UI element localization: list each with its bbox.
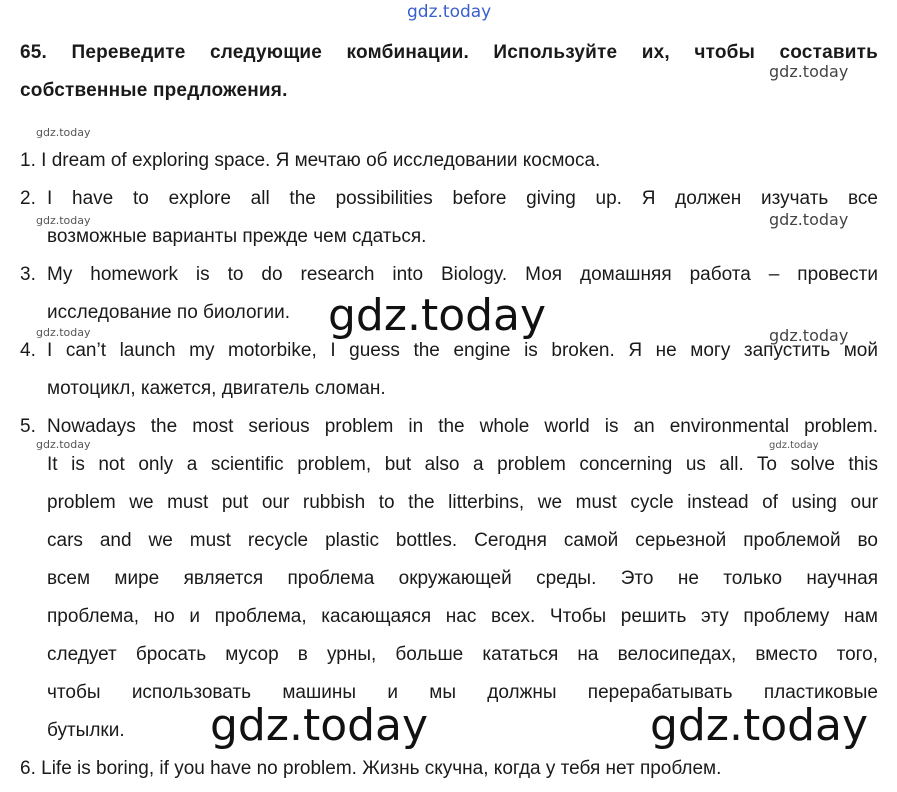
exercise-title-line-2: собственные предложения.: [20, 80, 288, 101]
watermark-top: gdz.today: [407, 2, 492, 22]
list-item-line: всем мире является проблема окружающей среды. Это не только научная: [47, 568, 878, 589]
watermark-large: gdz.today: [650, 700, 869, 751]
watermark: gdz.today: [36, 126, 91, 139]
exercise-title: [20, 34, 878, 110]
list-item-line: [20, 142, 878, 180]
list-item-line: чтобы использовать машины и мы должны перерабатывать пластиковые: [47, 682, 878, 703]
watermark-large: gdz.today: [328, 290, 547, 341]
list-item-line: cars and we must recycle plastic bottles. Сегодня самой серьезной проблемой во: [47, 530, 878, 551]
watermark: gdz.today: [36, 326, 91, 339]
list-item-line: мотоцикл, кажется, двигатель сломан.: [47, 378, 386, 399]
watermark-large: gdz.today: [210, 700, 429, 751]
list-item: [20, 408, 878, 750]
watermark: gdz.today: [769, 62, 849, 81]
list-item-number: 2.: [20, 188, 36, 209]
watermark: gdz.today: [769, 326, 849, 345]
list-item-line: [20, 750, 878, 788]
watermark: gdz.today: [36, 438, 91, 451]
list-item-line: проблема, но и проблема, касающаяся нас всех. Чтобы решить эту проблему нам: [47, 606, 878, 627]
list-item-text: I dream of exploring space. Я мечтаю об исследовании космоса.: [41, 150, 601, 171]
list-item-number: 6.: [20, 758, 36, 779]
list-item-number: 3.: [20, 264, 36, 285]
list-item-text: Life is boring, if you have no problem. Жизнь скучна, когда у тебя нет проблем.: [41, 758, 722, 779]
list-item-number: 5.: [20, 416, 36, 437]
list-item: [20, 332, 878, 408]
list-item-line: возможные варианты прежде чем сдаться.: [47, 226, 427, 247]
list-item-line: problem we must put our rubbish to the litterbins, we must cycle instead of using our: [47, 492, 878, 513]
list-item-line: следует бросать мусор в урны, больше кататься на велосипедах, вместо того,: [47, 644, 878, 665]
list-item-line: My homework is to do research into Biology. Моя домашняя работа – провести: [47, 264, 878, 285]
list-item-line: бутылки.: [47, 720, 125, 741]
list-item: [20, 750, 878, 788]
list-item-line: I can’t launch my motorbike, I guess the engine is broken. Я не могу запустить мой: [47, 340, 878, 361]
list-item-line: исследование по биологии.: [47, 302, 290, 323]
watermark: gdz.today: [769, 210, 849, 229]
list-item-line: Nowadays the most serious problem in the whole world is an environmental problem.: [47, 416, 878, 437]
list-item-number: 4.: [20, 340, 36, 361]
list-item-line: It is not only a scientific problem, but also a problem concerning us all. To solve this: [47, 454, 878, 475]
watermark: gdz.today: [36, 214, 91, 227]
list-item: [20, 180, 878, 256]
list-item-number: 1.: [20, 150, 36, 171]
exercise-title-line-1: 65. Переведите следующие комбинации. Используйте их, чтобы составить: [20, 42, 878, 63]
list-item: [20, 142, 878, 180]
watermark: gdz.today: [769, 440, 819, 451]
list-item-line: I have to explore all the possibilities before giving up. Я должен изучать все: [47, 188, 878, 209]
